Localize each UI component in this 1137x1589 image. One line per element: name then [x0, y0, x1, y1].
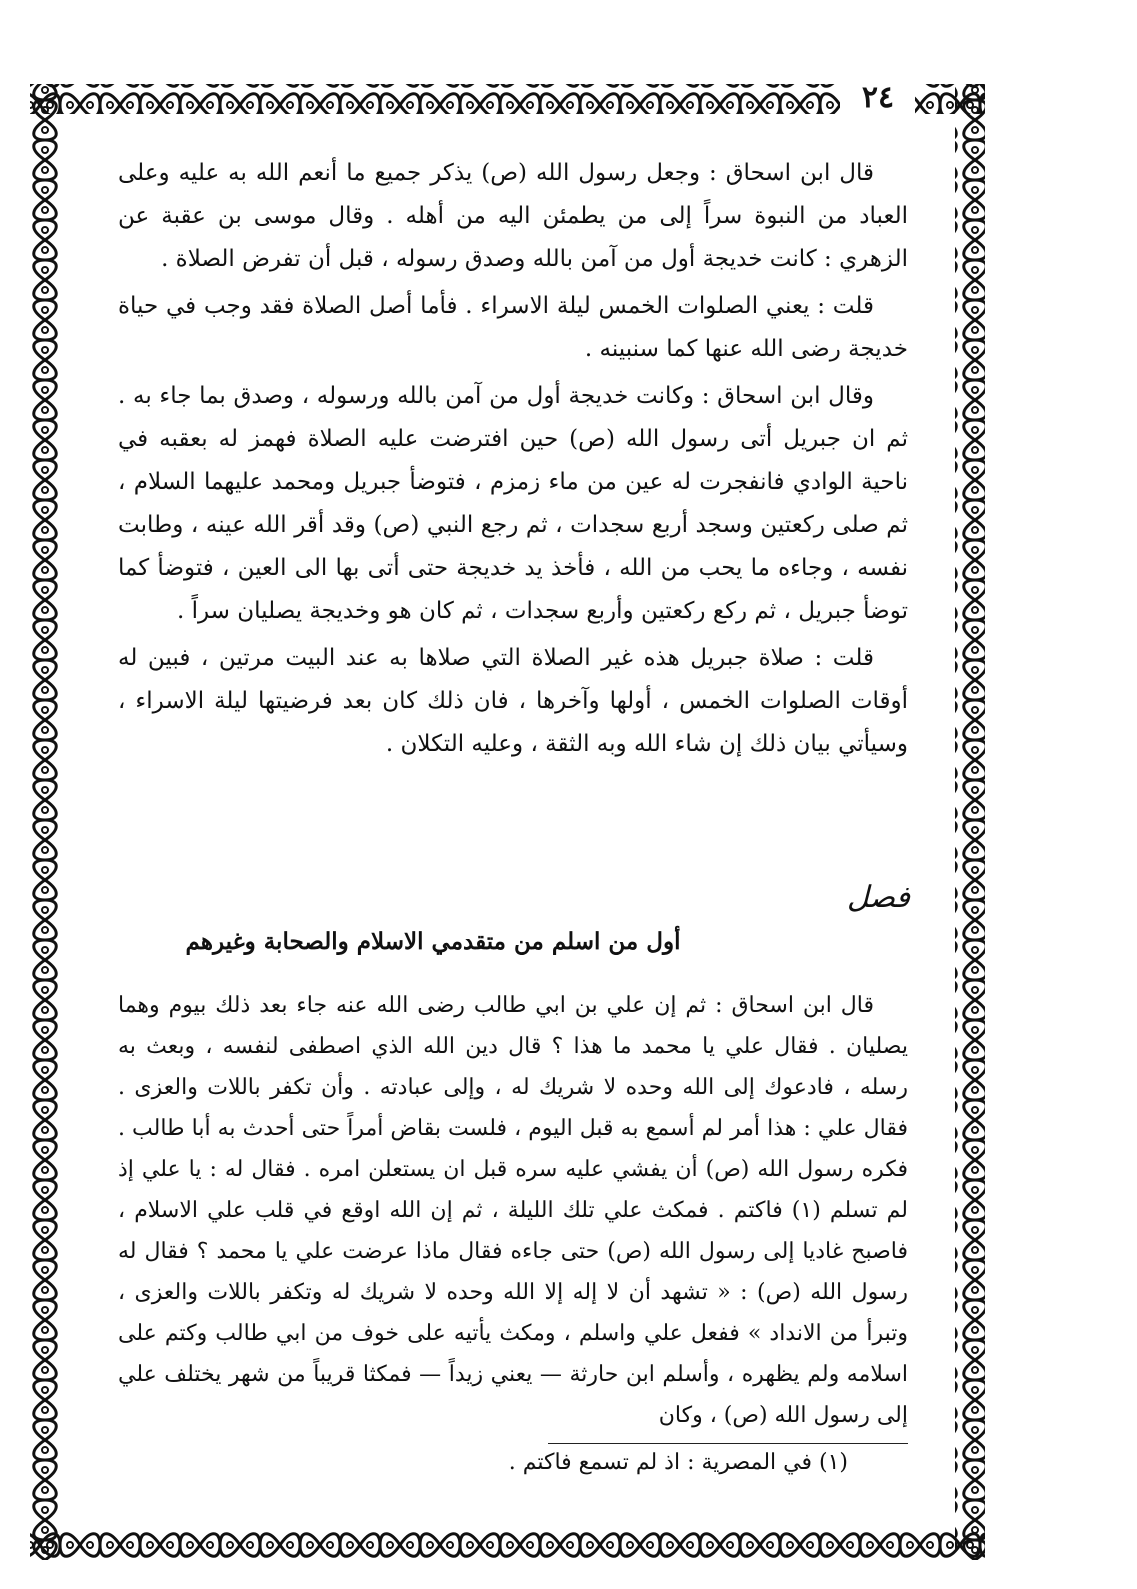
paragraph: قال ابن اسحاق : وجعل رسول الله (ص) يذكر جميع ما أنعم الله به عليه وعلى العباد من النبوة سراً إلى من يطمئن اليه من أهله . وقال موسى بن عقبة عن الزهري : كانت خديجة أول من آمن بالله وصدق رسوله ، قبل أن تفرض الصلاة .	[118, 160, 908, 272]
paragraph: قلت : يعني الصلوات الخمس ليلة الاسراء . فأما أصل الصلاة فقد وجب في حياة خديجة رضى الله عنها كما سنبينه .	[118, 293, 908, 362]
paragraph: قال ابن اسحاق : ثم إن علي بن ابي طالب رضى الله عنه جاء بعد ذلك بيوم وهما يصليان . فقال علي يا محمد ما هذا ؟ قال دين الله الذي اصطفى لنفسه ، وبعث به رسله ، فادعوك إلى الله وحده لا شريك له ، وإلى عبادته . وأن تكفر باللات والعزى . فقال علي : هذا أمر لم أسمع به قبل اليوم ، فلست بقاض أمراً حتى أحدث به أبا طالب . فكره رسول الله (ص) أن يفشي عليه سره قبل ان يستعلن امره . فقال له : يا علي إذ لم تسلم (١) فاكتم . فمكث علي تلك الليلة ، ثم إن الله اوقع في قلب علي الاسلام ، فاصبح غاديا إلى رسول الله (ص) حتى جاءه فقال ماذا عرضت علي يا محمد ؟ فقال له رسول الله (ص) : « تشهد أن لا إله إلا الله وحده لا شريك له وتكفر باللات والعزى ، وتبرأ من الانداد » ففعل علي واسلم ، ومكث يأتيه على خوف من ابي طالب وكتم على اسلامه ولم يظهره ، وأسلم ابن حارثة — يعني زيداً — فمكثا قريباً من شهر يختلف علي إلى رسول الله (ص) ، وكان	[118, 993, 908, 1428]
footnote: (١) في المصرية : اذ لم تسمع فاكتم .	[508, 1450, 848, 1475]
section-heading-word: فصل	[846, 880, 910, 915]
footnote-divider	[548, 1443, 908, 1444]
paragraph: وقال ابن اسحاق : وكانت خديجة أول من آمن بالله ورسوله ، وصدق بما جاء به . ثم ان جبريل أتى رسول الله (ص) حين افترضت عليه الصلاة فهمز له بعقبه في ناحية الوادي فانفجرت له عين من ماء زمزم ، فتوضأ جبريل ومحمد عليهما السلام ، ثم صلى ركعتين وسجد أربع سجدات ، ثم رجع النبي (ص) وقد أقر الله عينه ، وطابت نفسه ، وجاءه ما يحب من الله ، فأخذ يد خديجة حتى أتى بها الى العين ، فتوضأ كما توضأ جبريل ، ثم ركع ركعتين وأربع سجدات ، ثم كان هو وخديجة يصليان سراً .	[118, 383, 908, 624]
main-text-section	[118, 985, 908, 1436]
section-title: أول من اسلم من متقدمي الاسلام والصحابة وغيرهم	[185, 928, 681, 955]
paragraph: قلت : صلاة جبريل هذه غير الصلاة التي صلاها به عند البيت مرتين ، فبين له أوقات الصلوات الخمس ، أولها وآخرها ، فان ذلك كان بعد فرضيتها ليلة الاسراء ، وسيأتي بيان ذلك إن شاء الله وبه الثقة ، وعليه التكلان .	[118, 645, 908, 757]
main-text-top	[118, 152, 908, 770]
page-number: ٢٤	[861, 80, 895, 115]
